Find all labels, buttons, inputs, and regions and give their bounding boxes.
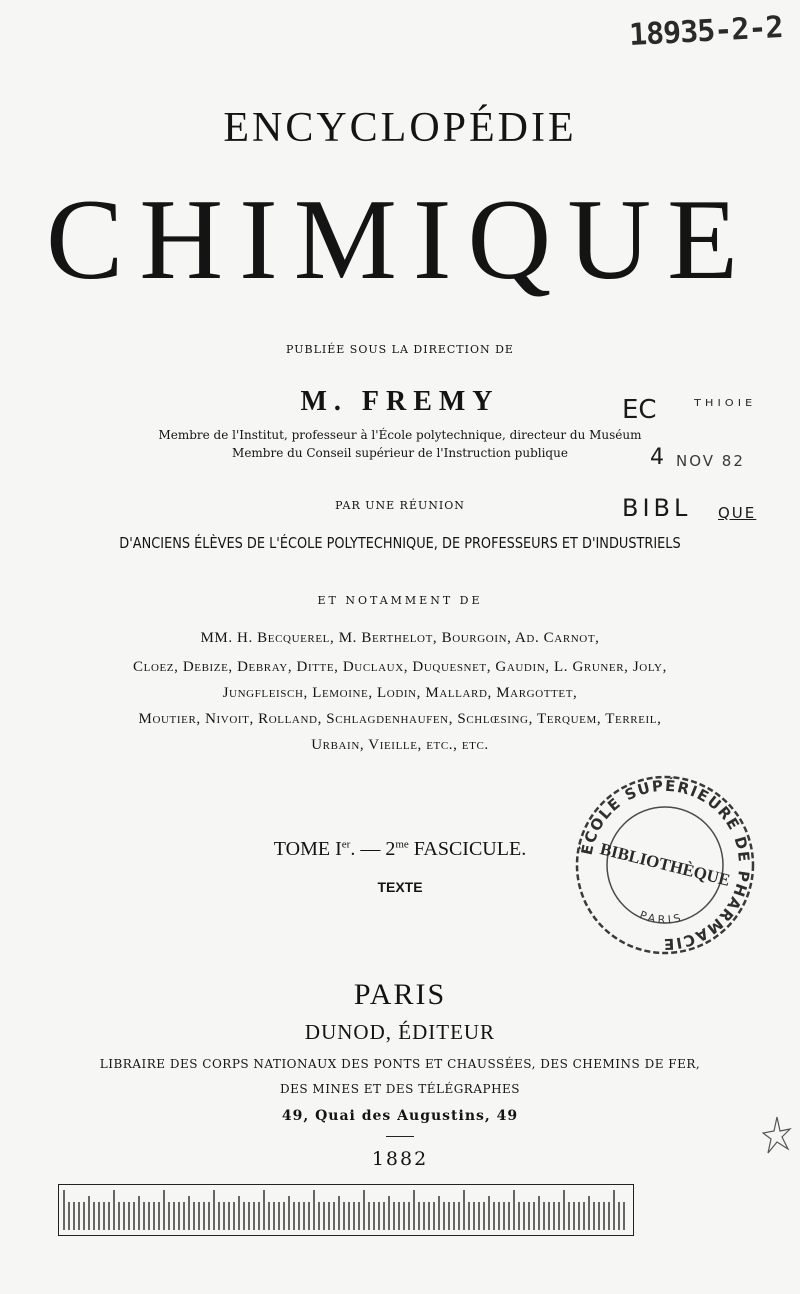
measurement-ruler <box>58 1184 634 1236</box>
ecole-stamp-tail: ᵀᴴᴵᴼᴵᴱ <box>694 396 757 417</box>
address: 49, Quai des Augustins, 49 <box>281 1108 519 1124</box>
contributors-line-4: Moutier, Nivoit, Rolland, Schlagdenhaufen, Schlœsing, Terquem, Terreil, <box>138 711 662 727</box>
seal-bottom-text: PARIS <box>637 908 685 927</box>
shelf-number-stamp: 18935-2-2 <box>628 10 784 53</box>
library-seal-stamp <box>570 770 760 960</box>
volume-sup-2: me <box>395 838 409 851</box>
seal-outer-text: ÉCOLE SUPÉRIEURE DE PHARMACIE <box>577 776 754 954</box>
volume-middle: . — 2 <box>350 838 396 860</box>
ecole-stamp: EC <box>622 395 657 425</box>
contributors-line-3: Jungfleisch, Lemoine, Lodin, Mallard, Margottet, <box>222 685 578 701</box>
volume-sup-1: er <box>341 838 351 851</box>
volume-suffix: FASCICULE. <box>408 838 527 860</box>
published-under-direction: PUBLIÉE SOUS LA DIRECTION DE <box>286 343 514 356</box>
contributors-line-1: MM. H. Becquerel, M. Berthelot, Bourgoin, Ad. Carnot, <box>200 630 600 646</box>
seal-inner-text: BIBLIOTHÈQUE <box>598 839 733 890</box>
contributors-line-2: Cloez, Debize, Debray, Ditte, Duclaux, Duquesnet, Gaudin, L. Gruner, Joly, <box>133 659 667 675</box>
volume-prefix: TOME I <box>273 838 342 860</box>
texte-label: TEXTE <box>377 879 423 895</box>
title-chimique: CHIMIQUE <box>46 176 754 304</box>
date-stamp-tail: NOV 82 <box>676 452 745 470</box>
par-une-reunion: PAR UNE RÉUNION <box>335 499 465 512</box>
biblio-stamp: BIBL <box>622 494 692 522</box>
director-title-2: Membre du Conseil supérieur de l'Instruction publique <box>232 446 568 460</box>
director-title-1: Membre de l'Institut, professeur à l'École polytechnique, directeur du Muséum <box>158 428 642 442</box>
date-stamp: 4 <box>650 445 664 470</box>
contributors-description: D'ANCIENS ÉLÈVES DE L'ÉCOLE POLYTECHNIQUE, DE PROFESSEURS ET D'INDUSTRIELS <box>119 534 681 552</box>
title-encyclopedie: ENCYCLOPÉDIE <box>223 105 577 151</box>
divider-rule <box>386 1136 414 1137</box>
publisher: DUNOD, ÉDITEUR <box>304 1020 496 1044</box>
corner-mark-icon <box>762 1115 792 1159</box>
city: PARIS <box>353 978 447 1011</box>
director-name: M. FREMY <box>300 386 500 417</box>
notamment-de: ET NOTAMMENT DE <box>317 594 483 607</box>
contributors-line-5: Urbain, Vieille, etc., etc. <box>311 737 489 753</box>
publication-year: 1882 <box>371 1148 429 1170</box>
libraire-line-2: DES MINES ET DES TÉLÉGRAPHES <box>279 1082 521 1096</box>
libraire-line-1: LIBRAIRE DES CORPS NATIONAUX DES PONTS ET CHAUSSÉES, DES CHEMINS DE FER, <box>99 1057 701 1071</box>
biblio-stamp-tail: QUE <box>718 504 757 522</box>
